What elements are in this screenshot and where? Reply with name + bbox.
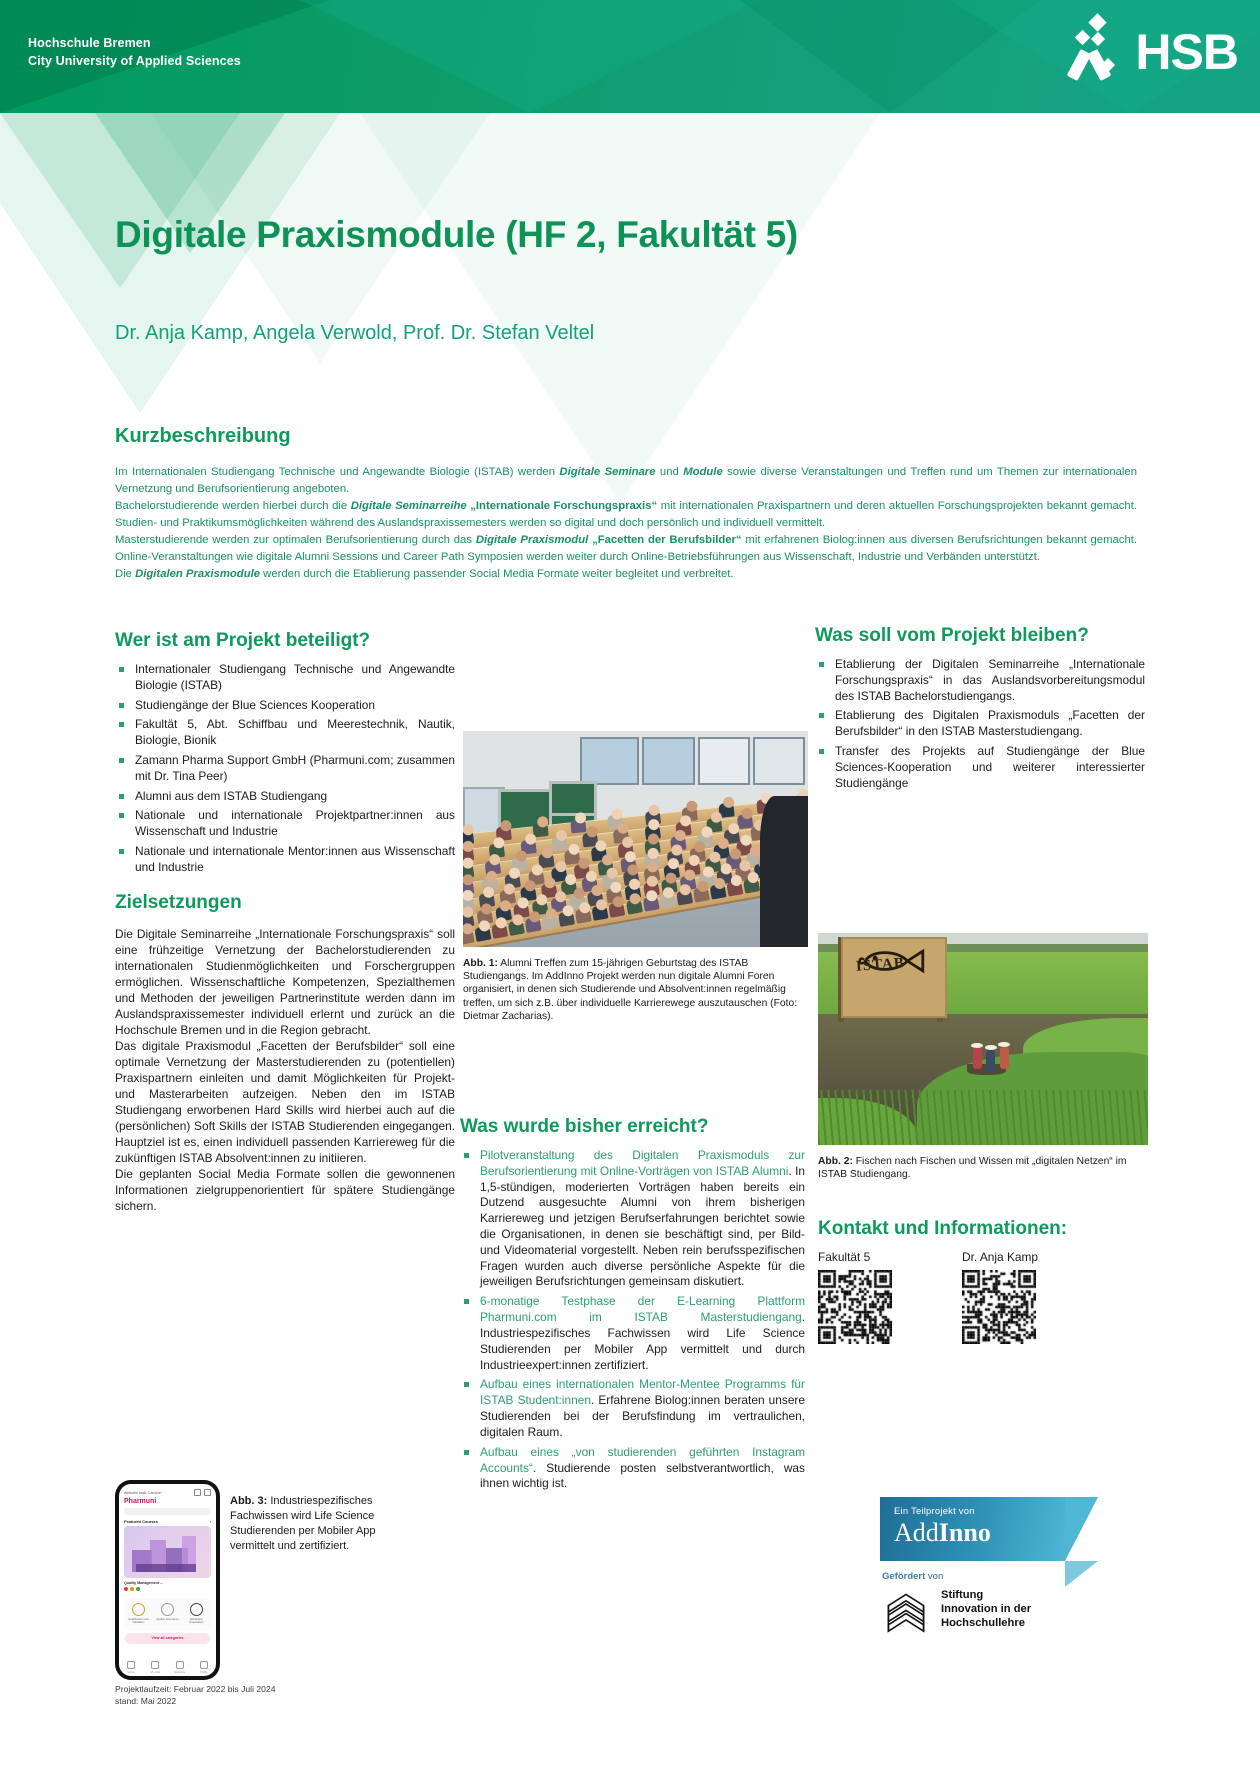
app-welcome-text: Welcome back, Caroline!: [124, 1490, 162, 1495]
app-category-row: [124, 1598, 211, 1630]
list-item-rest: . Studierende posten selbstverantwortlich, was ihnen wichtig ist.: [480, 1460, 805, 1491]
figure-abb3-caption: [230, 1494, 400, 1553]
kurz-p2-d: mit internationalen Praxispartnern und deren aktuellen Forschungsprojekten bekannt gemacht. Studien- und Praktikumsmöglichkeiten während des Auslandspraxissemesters werden so digital und doch persönlich und individuell vermittelt.: [115, 499, 1137, 529]
stiftung-logo-text: [941, 1588, 1031, 1630]
kurz-p2-c: „Internationale Forschungspraxis“: [466, 499, 658, 512]
calendar-icon: [176, 1661, 184, 1669]
istab-sign-board: [841, 937, 947, 1017]
figure-abb1-image: [463, 731, 808, 947]
briefcase-icon: [190, 1603, 203, 1616]
app-brand-logo: Pharmuni: [124, 1498, 157, 1505]
stiftung-line-2: Innovation in der: [941, 1603, 1032, 1615]
qr-label-anja-kamp: Dr. Anja Kamp: [962, 1250, 1039, 1264]
app-featured-header: [119, 1519, 216, 1526]
app-featured-label: Featured Courses: [124, 1519, 159, 1524]
list-item-lead: 6-monatige Testphase der E-Learning Plattform Pharmuni.com im ISTAB Masterstudiengang: [480, 1294, 805, 1325]
kurz-p4-b: Digitalen Praxismodule: [135, 567, 261, 580]
hall-window-3: [698, 737, 750, 784]
kontakt-section: [818, 1218, 1148, 1344]
hsb-emblem-icon: [1067, 16, 1125, 88]
kurz-paragraph-3: [115, 532, 1137, 566]
qr-block-anja-kamp: [962, 1250, 1038, 1344]
app-category-2[interactable]: [155, 1603, 181, 1625]
stiftung-mark-icon: [882, 1588, 930, 1636]
kurz-p4-a: Die: [115, 567, 136, 580]
section-heading-erreicht: Was wurde bisher erreicht?: [460, 1116, 709, 1137]
section-heading-kurzbeschreibung: Kurzbeschreibung: [115, 425, 291, 447]
kurz-p3-d: mit erfahrenen Biolog:innen aus diversen Berufsrichtungen bekannt gemacht. Online-Veranstaltungen wie digitale Alumni Sessions und Career Path Symposien werden weiter durch Online-Betriebsführungen aus Wissenschaft, Industrie und Verbänden unterstützt.: [115, 533, 1138, 563]
marsh-reeds: [818, 1090, 1148, 1145]
background-triangle-1: [0, 113, 340, 413]
list-item: [460, 1377, 805, 1440]
list-icon: [151, 1661, 159, 1669]
list-item-lead: Aufbau eines „von studierenden geführten Instagram Accounts“: [480, 1444, 805, 1475]
app-category-2-label: Quality Assurance: [156, 1617, 179, 1621]
figure-abb3-text: Industriespezifisches Fachwissen wird Life Science Studierenden per Mobiler App vermittelt und zertifiziert.: [230, 1495, 376, 1552]
app-bottom-nav: [119, 1661, 216, 1674]
kurz-p2-b: Digitale Seminarreihe: [350, 499, 467, 512]
marsh-person-1: [973, 1047, 982, 1069]
list-item: Etablierung der Digitalen Seminarreihe „Internationale Forschungspraxis“ in das Auslandsvorbereitungsmodul des ISTAB Bachelorstudiengangs.: [815, 657, 1145, 704]
column-middle: [460, 1116, 805, 1496]
app-search-input[interactable]: [124, 1508, 211, 1515]
author-list: Dr. Anja Kamp, Angela Verwold, Prof. Dr. Stefan Veltel: [115, 322, 595, 344]
university-name-line2: City University of Applied Sciences: [28, 54, 241, 69]
app-course-meta-row: [119, 1587, 216, 1594]
kurz-p1-e: sowie diverse Veranstaltungen und Treffen rund um Themen zur internationalen Vernetzung und Berufsorientierung angeboten.: [115, 466, 1137, 495]
addinno-subtitle: Ein Teilprojekt von: [894, 1506, 975, 1517]
hall-window-4: [753, 737, 805, 784]
figure-abb1-label: Abb. 1:: [463, 958, 498, 969]
funding-logos: [880, 1497, 1110, 1636]
lecture-hall-photo: [463, 731, 808, 947]
shield-icon: [161, 1603, 174, 1616]
erreicht-list: [460, 1148, 805, 1492]
university-name: [28, 34, 241, 70]
meta-dot-3: [136, 1587, 140, 1591]
figure-abb3-label: Abb. 3:: [230, 1495, 268, 1507]
gefoerdert-rest: von: [925, 1571, 944, 1582]
list-item: Fakultät 5, Abt. Schiffbau und Meerestechnik, Nautik, Biologie, Bionik: [115, 717, 455, 749]
list-item: Alumni aus dem ISTAB Studiengang: [115, 789, 455, 805]
background-triangle-3: [360, 113, 880, 503]
kurz-paragraph-2: [115, 498, 1137, 532]
poster-header: [0, 0, 1260, 113]
addinno-banner-tail: [1065, 1561, 1098, 1587]
app-course-card-image[interactable]: [124, 1526, 211, 1578]
list-item: Internationaler Studiengang Technische und Angewandte Biologie (ISTAB): [115, 662, 455, 694]
home-icon: [127, 1661, 135, 1669]
section-heading-beteiligt: Wer ist am Projekt beteiligt?: [115, 630, 371, 651]
list-item-rest: . Industriespezifisches Fachwissen wird Life Science Studierenden per Mobiler App vermittelt und durch Industrieexpert:innen zertifiziert.: [480, 1310, 805, 1372]
figure-abb2-image: [818, 933, 1148, 1145]
app-view-all-button[interactable]: View all categories: [125, 1633, 210, 1644]
certificate-icon: [132, 1603, 145, 1616]
list-item: [460, 1294, 805, 1373]
addinno-banner: [880, 1497, 1065, 1561]
list-item-rest: . Erfahrene Biolog:innen beraten unsere Studierenden bei der Berufsfindung im vertraulichen, digitalen Raum.: [480, 1393, 806, 1439]
hsb-logo-text: HSB: [1135, 24, 1238, 80]
section-heading-kontakt: Kontakt und Informationen:: [818, 1218, 1068, 1239]
kurz-p3-b: Digitale Praxismodul: [475, 533, 589, 546]
zielsetzungen-p2: Das digitale Praxismodul „Facetten der Berufsbilder“ soll eine optimale Vernetzung der Masterstudierenden zu (potentiellen) Praxispartnern einleiten und damit Möglichkeiten für Projekt- und Masterarbeiten aufzeigen. Neben den im ISTAB Studiengang erworbenen Hard Skills wird hierbei auch auf die (persönlichen) Soft Skills der ISTAB Studierenden eingegangen. Hauptziel ist es, einen individuell passenden Karriereweg für die zukünftigen ISTAB Absolvent:innen zu initiieren.: [115, 1038, 455, 1165]
phone-mockup: [115, 1480, 220, 1680]
app-category-1[interactable]: [126, 1603, 152, 1625]
list-item-rest: . In 1,5-stündigen, moderierten Vorträgen haben bereits ein Dutzend ausgesuchte Alumni von ihrem bisherigen Karriereweg und jetzigen Berufserfahrungen berichtet sowie die Organisationen, in denen sie beschäftigt sind, per Bild- und Videomaterial vorgestellt. Neben rein berufsspezifischen Fragen wurden auch diverse persönliche Aspekte für die jeweiligen Berufsrichtungen gemeinsam diskutiert.: [480, 1163, 806, 1289]
qr-block-fakultaet: [818, 1250, 892, 1344]
list-item: Studiengänge der Blue Sciences Kooperation: [115, 698, 455, 714]
kurz-p4-c: werden durch die Etablierung passender Social Media Formate weiter begleitet und verbreitet.: [260, 567, 734, 580]
kurz-p3-c: „Facetten der Berufsbilder“: [588, 533, 742, 546]
kurz-paragraph-1: [115, 464, 1137, 498]
app-category-1-label: Qualification and Validation: [128, 1617, 149, 1625]
nav-profile[interactable]: Profile: [193, 1661, 215, 1674]
figure-abb1-text: Alumni Treffen zum 15-jährigen Geburtstag des ISTAB Studiengangs. Im AddInno Projekt werden nun digitale Alumni Foren organisiert, in denen sich Studierende und Absolvent:innen regelmäßig treffen, um sich z.B. über individuelle Karrierewege auszutauschen (Foto: Dietmar Zacharias).: [463, 958, 798, 1022]
kurzbeschreibung-body: [115, 464, 1137, 583]
bell-icon[interactable]: [194, 1489, 201, 1496]
section-heading-zielsetzungen: Zielsetzungen: [115, 891, 242, 913]
figure-abb2-text: Fischen nach Fischen und Wissen mit „digitalen Netzen“ im ISTAB Studiengang.: [818, 1156, 1127, 1181]
page-title: Digitale Praxismodule (HF 2, Fakultät 5): [115, 214, 798, 255]
zielsetzungen-p1: Die Digitale Seminarreihe „Internationale Forschungspraxis“ soll eine frühzeitige Vernetzung der Bachelorstudierenden zu internationalen Studienmöglichkeiten und Forschergruppen ermöglichen. Wissenschaftliche Kompetenzen, Spezialthemen und Methoden der jeweiligen Partnerinstitute werden dann im Auslandspraxissemester individuell erlernt und zurück an die Hochschule Bremen und in die Region gebracht.: [115, 926, 455, 1037]
list-item: [460, 1445, 805, 1492]
stiftung-line-1: Stiftung: [941, 1589, 984, 1601]
footer-line-2: stand: Mai 2022: [115, 1696, 177, 1707]
nav-sessions[interactable]: Sessions: [169, 1661, 191, 1674]
column-right: [815, 625, 1145, 795]
beteiligt-list: [115, 662, 455, 876]
addinno-name-b: Inno: [938, 1518, 991, 1547]
inbox-icon[interactable]: [204, 1489, 211, 1496]
kurz-p1-c: und: [655, 466, 684, 478]
hall-window-2: [642, 737, 694, 784]
user-icon: [200, 1661, 208, 1669]
app-category-3-label: Workplace Preparation: [189, 1617, 204, 1625]
list-item: Zamann Pharma Support GmbH (Pharmuni.com; zusammen mit Dr. Tina Peer): [115, 753, 455, 785]
nav-home[interactable]: Home: [120, 1661, 142, 1674]
addinno-logo-text: [894, 1519, 1065, 1546]
list-item: Nationale und internationale Projektpartner:innen aus Wissenschaft und Industrie: [115, 808, 455, 840]
nav-lists[interactable]: My Lists: [144, 1661, 166, 1674]
header-triangle-2: [300, 0, 760, 113]
figure-abb2-label: Abb. 2:: [818, 1156, 853, 1167]
list-item-lead: Aufbau eines internationalen Mentor-Mentee Programms für ISTAB Student:innen: [480, 1377, 805, 1408]
qr-code-anja-kamp[interactable]: [962, 1270, 1036, 1344]
chevron-right-icon[interactable]: ›: [209, 1519, 211, 1524]
marsh-person-2: [986, 1050, 995, 1072]
section-heading-bleiben: Was soll vom Projekt bleiben?: [815, 625, 1089, 646]
poster-footer: [115, 1683, 276, 1708]
hall-foreground-person: [760, 796, 808, 947]
gefoerdert-bold: Gefördert: [882, 1571, 926, 1582]
hsb-logo: [1067, 16, 1238, 88]
list-item: [460, 1148, 805, 1290]
app-course-title: Quality Management ...: [124, 1581, 164, 1585]
qr-label-fakultaet: Fakultät 5: [818, 1250, 871, 1264]
kurz-p3-a: Masterstudierende werden zur optimalen Berufsorientierung durch das: [115, 533, 476, 546]
figure-abb1-caption: [463, 957, 808, 1023]
istab-sign-text: ISTAB: [855, 955, 906, 975]
background-triangle-4: [0, 113, 240, 288]
kurz-p1-b: Digitale Seminare: [559, 466, 656, 478]
figure-abb2-caption: [818, 1155, 1148, 1181]
meta-dot-2: [130, 1587, 134, 1591]
university-name-line1: Hochschule Bremen: [28, 36, 151, 50]
list-item: Etablierung des Digitalen Praxismoduls „Facetten der Berufsbilder“ in den ISTAB Masterstudiengang.: [815, 708, 1145, 740]
hall-window-1: [580, 737, 639, 784]
footer-line-1: Projektlaufzeit: Februar 2022 bis Juli 2024: [115, 1684, 276, 1694]
stiftung-line-3: Hochschullehre: [941, 1617, 1025, 1629]
app-category-3[interactable]: [184, 1603, 210, 1625]
app-topbar: [119, 1484, 216, 1498]
kurz-p1-a: Im Internationalen Studiengang Technische und Angewandte Biologie (ISTAB) werden: [115, 466, 560, 478]
qr-code-row: [818, 1250, 1148, 1344]
kurz-paragraph-4: [115, 566, 1137, 583]
marsh-photo: [818, 933, 1148, 1145]
bleiben-list: [815, 657, 1145, 792]
marsh-person-3: [1000, 1047, 1009, 1069]
app-topbar-icons: [194, 1489, 211, 1496]
list-item-lead: Pilotveranstaltung des Digitalen Praxismoduls zur Berufsorientierung mit Online-Vorträgen von ISTAB Alumni: [480, 1147, 805, 1178]
list-item: Nationale und internationale Mentor:innen aus Wissenschaft und Industrie: [115, 844, 455, 876]
phone-screen: [119, 1484, 216, 1676]
stiftung-logo: [882, 1588, 1110, 1636]
meta-dot-1: [124, 1587, 128, 1591]
zielsetzungen-p3: Die geplanten Social Media Formate sollen die gewonnenen Informationen zielgruppenorientiert für spätere Studiengänge sichern.: [115, 1166, 455, 1213]
addinno-name-a: Add: [894, 1518, 939, 1547]
kurz-p1-d: Module: [683, 466, 723, 478]
qr-code-fakultaet[interactable]: [818, 1270, 892, 1344]
column-left: [115, 630, 455, 1214]
list-item: Transfer des Projekts auf Studiengänge der Blue Sciences-Kooperation und weiterer interessierter Studiengänge: [815, 744, 1145, 791]
kurz-p2-a: Bachelorstudierende werden hierbei durch die: [115, 499, 351, 512]
figure-abb3-image: [115, 1480, 220, 1680]
